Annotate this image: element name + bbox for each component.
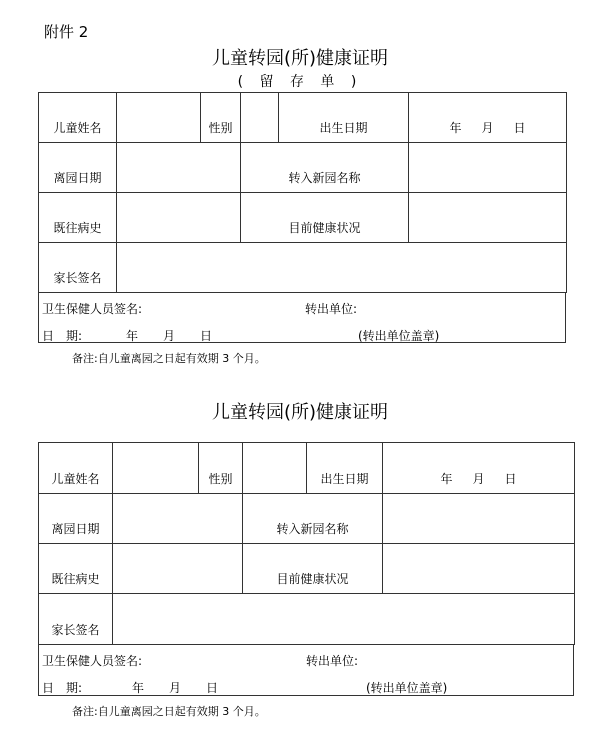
new-kindergarten-label: 转入新园名称 (243, 494, 383, 544)
parent-signature-label: 家长签名 (39, 243, 117, 293)
health-staff-signature-label: 卫生保健人员签名: (42, 302, 143, 316)
form1-title: 儿童转园(所)健康证明 (211, 48, 389, 69)
health-status-label: 目前健康状况 (243, 544, 383, 594)
form2-title: 儿童转园(所)健康证明 (211, 402, 389, 423)
leave-date-label: 离园日期 (39, 494, 113, 544)
validity-note: 备注:自儿童离园之日起有效期 3 个月。 (72, 352, 266, 365)
child-name-field[interactable] (117, 93, 201, 143)
birth-date-field[interactable] (383, 443, 575, 494)
transfer-unit-label: 转出单位: (305, 302, 358, 316)
parent-signature-field[interactable] (113, 594, 575, 645)
medical-history-label: 既往病史 (39, 544, 113, 594)
gender-label: 性别 (201, 93, 241, 143)
seal-label: (转出单位盖章) (358, 329, 440, 343)
form2-row-leave (39, 494, 575, 544)
health-staff-signature-label: 卫生保健人员签名: (42, 654, 143, 668)
footer-year-label: 年 (126, 329, 139, 343)
birth-date-label: 出生日期 (307, 443, 383, 494)
leave-date-field[interactable] (117, 143, 241, 193)
date-label: 日 期: (42, 329, 83, 343)
medical-history-field[interactable] (117, 193, 241, 243)
new-kindergarten-field[interactable] (409, 143, 567, 193)
health-status-label: 目前健康状况 (241, 193, 409, 243)
footer-day-label: 日 (200, 329, 213, 343)
form2-table (38, 442, 575, 645)
new-kindergarten-field[interactable] (383, 494, 575, 544)
footer-year-label: 年 (132, 681, 145, 695)
footer-month-label: 月 (169, 681, 182, 695)
child-name-label: 儿童姓名 (39, 443, 113, 494)
parent-signature-label: 家长签名 (39, 594, 113, 645)
medical-history-field[interactable] (113, 544, 243, 594)
year-label: 年 (440, 472, 453, 486)
health-status-field[interactable] (409, 193, 567, 243)
footer-day-label: 日 (206, 681, 219, 695)
seal-label: (转出单位盖章) (366, 681, 448, 695)
health-status-field[interactable] (383, 544, 575, 594)
form1-row-signature (39, 243, 567, 293)
validity-note: 备注:自儿童离园之日起有效期 3 个月。 (72, 705, 266, 718)
form2-row-signature (39, 594, 575, 645)
month-label: 月 (472, 472, 485, 486)
transfer-unit-label: 转出单位: (306, 654, 359, 668)
form1-row-leave (39, 143, 567, 193)
year-label: 年 (449, 121, 462, 135)
form1-table (38, 92, 567, 293)
gender-field[interactable] (243, 443, 307, 494)
day-label: 日 (513, 121, 526, 135)
attachment-label: 附件 2 (44, 23, 89, 41)
leave-date-field[interactable] (113, 494, 243, 544)
gender-label: 性别 (199, 443, 243, 494)
gender-field[interactable] (241, 93, 279, 143)
date-label: 日 期: (42, 681, 83, 695)
birth-date-field[interactable] (409, 93, 567, 143)
medical-history-label: 既往病史 (39, 193, 117, 243)
month-label: 月 (481, 121, 494, 135)
parent-signature-field[interactable] (117, 243, 567, 293)
footer-month-label: 月 (163, 329, 176, 343)
birth-date-label: 出生日期 (279, 93, 409, 143)
new-kindergarten-label: 转入新园名称 (241, 143, 409, 193)
child-name-label: 儿童姓名 (39, 93, 117, 143)
form2-row-basic (39, 443, 575, 494)
day-label: 日 (504, 472, 517, 486)
leave-date-label: 离园日期 (39, 143, 117, 193)
form2-row-health (39, 544, 575, 594)
child-name-field[interactable] (113, 443, 199, 494)
form1-subtitle: ( 留 存 单 ) (237, 74, 363, 90)
form1-row-basic (39, 93, 567, 143)
form1-row-health (39, 193, 567, 243)
